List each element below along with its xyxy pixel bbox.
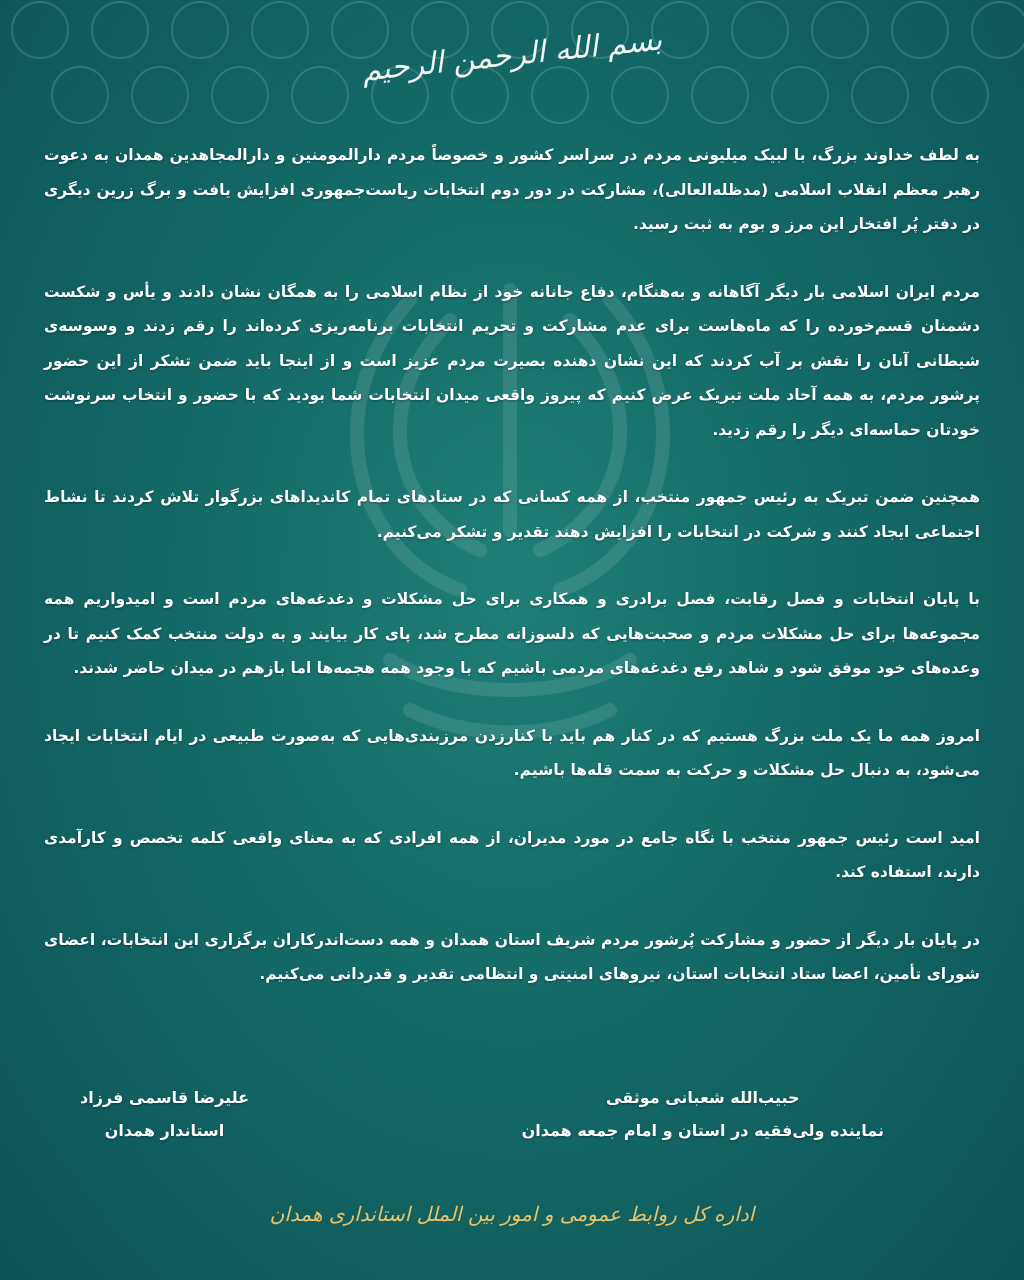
statement-body — [44, 138, 980, 1025]
paragraph-7: در پایان بار دیگر از حضور و مشارکت پُرشور مردم شریف استان همدان و همه دست‌اندرکاران برگزاری این انتخابات، اعضای شورای تأمین، اعضا ستاد انتخابات استان، نیروهای امنیتی و انتظامی تقدیر و قدردانی می‌کنیم. — [44, 930, 980, 983]
signatures — [80, 1088, 884, 1140]
bismillah-calligraphy: بسم الله الرحمن الرحیم — [360, 22, 664, 89]
footer-office-name: اداره کل روابط عمومی و امور بین الملل استانداری همدان — [269, 1202, 755, 1226]
paragraph-4: با پایان انتخابات و فصل رقابت، فصل برادری و همکاری برای حل مشکلات و دغدغه‌های مردم است و امیدواریم همه مجموعه‌ها برای حل مشکلات مردم و صحبت‌هایی که دلسوزانه مطرح شد، پای کار بیایند و به دولت منتخب کمک کنیم تا در وعده‌های خود موفق شود و شاهد رفع دغدغه‌های مردمی باشیم که با وجود همه هجمه‌ها اما بازهم در میدان حاضر شدند. — [44, 590, 980, 677]
paragraph-6: امید است رئیس جمهور منتخب با نگاه جامع در مورد مدیران، از همه افرادی که به معنای واقعی کلمه تخصص و کارآمدی دارند، استفاده کند. — [44, 828, 980, 881]
paragraph-2: مردم ایران اسلامی بار دیگر آگاهانه و به‌هنگام، دفاع جانانه خود از نظام اسلامی را به همگان نشان دادند و یأس و شکست دشمنان قسم‌خورده را که ماه‌هاست برای عدم مشارکت و تحریم انتخابات برنامه‌ریزی کرده‌اند را رقم زدند و وسوسه‌ی شیطانی آنان را نقش بر آب کردند که این نشان دهنده بصیرت مردم عزیز است و از اینجا باید ضمن تشکر از این حضور پرشور مردم، به همه آحاد ملت تبریک عرض کنیم که پیروز واقعی میدان انتخابات شما بودید که با حضور و انتخاب سرنوشت خودتان حماسه‌ای دیگر را رقم زدید. — [44, 282, 980, 439]
paragraph-3: همچنین ضمن تبریک به رئیس جمهور منتخب، از همه کسانی که در ستادهای تمام کاندیداهای بزرگوار تلاش کردند تا نشاط اجتماعی ایجاد کنند و شرکت در انتخابات را افزایش دهند تقدیر و تشکر می‌کنیم. — [44, 488, 980, 541]
signature-title: نماینده ولی‌فقیه در استان و امام جمعه همدان — [521, 1121, 884, 1140]
paragraph-1: به لطف خداوند بزرگ، با لبیک میلیونی مردم در سراسر کشور و خصوصاً مردم دارالمومنین و دارالمجاهدین همدان به دعوت رهبر معظم انقلاب اسلامی (مدظله‌العالی)، مشارکت در دور دوم انتخابات ریاست‌جمهوری افزایش یافت و برگ زرین دیگری در دفتر پُر افتخار این مرز و بوم به ثبت رسید. — [44, 146, 980, 233]
signature-governor — [80, 1088, 249, 1140]
signature-title: استاندار همدان — [104, 1121, 225, 1140]
signature-representative — [522, 1088, 884, 1140]
signature-name: حبیب‌الله شعبانی موثقی — [606, 1088, 800, 1107]
signature-name: علیرضا قاسمی فرزاد — [80, 1088, 250, 1107]
paragraph-5: امروز همه ما یک ملت بزرگ هستیم که در کنار هم باید با کنارزدن مرزبندی‌هایی که به‌صورت طبیعی در ایام انتخابات ایجاد می‌شود، به دنبال حل مشکلات و حرکت به سمت قله‌ها باشیم. — [44, 726, 980, 779]
